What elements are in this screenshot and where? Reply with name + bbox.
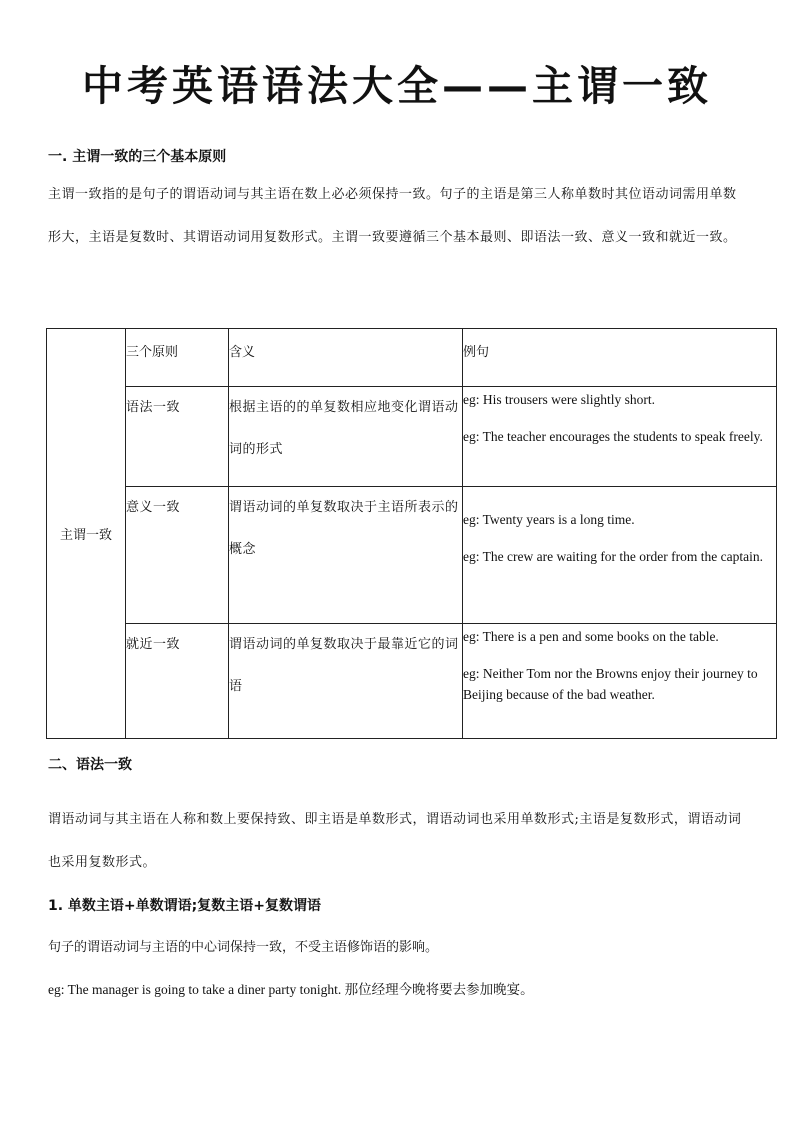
section1-heading: 一. 主谓一致的三个基本原则: [48, 149, 227, 165]
table-header-meaning: 含义: [229, 329, 463, 387]
example-cell: [463, 487, 777, 624]
example-cell: [463, 387, 777, 487]
meaning-cell: 根据主语的的单复数相应地变化谓语动词的形式: [229, 387, 463, 487]
section2-subheading: 1. 单数主语+单数谓语;复数主语+复数谓语: [48, 898, 321, 914]
example-sentence: eg: The crew are waiting for the order from the captain.: [463, 549, 763, 564]
principle-cell: 意义一致: [126, 487, 229, 624]
section2-example: eg: The manager is going to take a diner party tonight. 那位经理今晚将要去参加晚宴。: [48, 982, 534, 997]
example-sentence: eg: His trousers were slightly short.: [463, 392, 655, 407]
section2-heading: 二、语法一致: [48, 757, 132, 773]
table-side-label: 主谓一致: [47, 329, 126, 739]
table-header-example: 例句: [463, 329, 777, 387]
example-sentence: eg: The teacher encourages the students to speak freely.: [463, 429, 763, 444]
page-title: 中考英语语法大全——主谓一致: [82, 62, 712, 110]
example-sentence: eg: Neither Tom nor the Browns enjoy their journey to Beijing because of the bad weather.: [463, 666, 758, 702]
section2-subparagraph: 句子的谓语动词与主语的中心词保持一致，不受主语修饰语的影响。: [48, 940, 439, 955]
principle-cell: 语法一致: [126, 387, 229, 487]
example-sentence: eg: There is a pen and some books on the table.: [463, 629, 719, 644]
table-row: [47, 624, 777, 739]
table-header-row: [47, 329, 777, 387]
table-row: [47, 387, 777, 487]
meaning-cell: 谓语动词的单复数取决于最靠近它的词语: [229, 624, 463, 739]
table-header-principle: 三个原则: [126, 329, 229, 387]
meaning-cell: 谓语动词的单复数取决于主语所表示的概念: [229, 487, 463, 624]
section2-paragraph: 谓语动词与其主语在人称和数上要保持致、即主语是单数形式，谓语动词也采用单数形式;主语是复数形式，谓语动词也采用复数形式。: [48, 812, 742, 870]
example-sentence: eg: Twenty years is a long time.: [463, 512, 635, 527]
example-cell: [463, 624, 777, 739]
table-row: [47, 487, 777, 624]
principles-table: [46, 328, 777, 739]
principle-cell: 就近一致: [126, 624, 229, 739]
section1-paragraph: 主谓一致指的是句子的谓语动词与其主语在数上必必须保持一致。句子的主语是第三人称单数时其位语动词需用单数形大，主语是复数时、其谓语动词用复数形式。主谓一致要遵循三个基本最则、即语法一致、意义一致和就近一致。: [48, 187, 737, 245]
